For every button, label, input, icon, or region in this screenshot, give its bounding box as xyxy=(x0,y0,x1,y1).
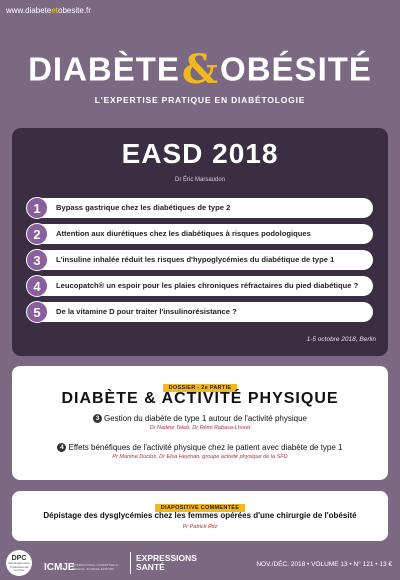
easd-panel xyxy=(12,128,388,356)
footer xyxy=(0,548,400,580)
publisher-logo: EXPRESSIONS SANTÉ xyxy=(136,553,197,572)
item-title: Bypass gastrique chez les diabétiques de type 2 xyxy=(56,203,231,212)
easd-date: 1-5 octobre 2018, Berlin xyxy=(306,336,376,343)
masthead xyxy=(0,46,400,93)
diapositive-author: Pr Patrick Ritz xyxy=(182,524,218,530)
easd-item[interactable] xyxy=(26,302,373,322)
masthead-word-diabete: DIABÈTE xyxy=(28,50,180,88)
dpc-logo: DPC Développement Professionnel Continu xyxy=(6,550,32,576)
footer-divider xyxy=(130,552,131,574)
article-authors: Dr Nadine Taleb, Dr Rémi Rabasa-Lhoret xyxy=(149,425,251,431)
issue-info: NOV./DÉC. 2018 • VOLUME 13 • N° 121 • 13 € xyxy=(256,561,392,568)
item-number-badge: 2 xyxy=(26,223,48,245)
item-title: Leucopatch® un espoir pour les plaies chroniques réfractaires du pied diabétique ? xyxy=(56,281,359,290)
easd-item[interactable] xyxy=(26,198,373,218)
tagline: L'EXPERTISE PRATIQUE EN DIABÉTOLOGIE xyxy=(94,95,306,105)
diapositive-title: Dépistage des dysglycémies chez les femmes opérées d'une chirurgie de l'obésité xyxy=(43,511,357,520)
dossier-tag: DOSSIER - 2e PARTIE xyxy=(163,384,238,392)
item-title: De la vitamine D pour traiter l'insulinorésistance ? xyxy=(56,307,237,316)
easd-item[interactable] xyxy=(26,224,373,244)
item-number-badge: 4 xyxy=(26,275,48,297)
item-title: L'insuline inhalée réduit les risques d'hypoglycémies du diabétique de type 1 xyxy=(56,255,335,264)
diapositive-panel[interactable] xyxy=(12,491,388,541)
item-number-badge: 3 xyxy=(26,249,48,271)
icmje-subtitle: INTERNATIONAL COMMITTEE of MEDICAL JOURNAL EDITORS xyxy=(72,563,118,571)
dossier-title: DIABÈTE & ACTIVITÉ PHYSIQUE xyxy=(61,390,339,407)
article-title: Gestion du diabète de type 1 autour de l'activité physique xyxy=(104,414,307,423)
easd-title: EASD 2018 xyxy=(121,138,279,169)
dossier-article[interactable] xyxy=(22,414,378,431)
easd-item[interactable] xyxy=(26,276,373,296)
easd-item[interactable] xyxy=(26,250,373,270)
dossier-article[interactable] xyxy=(22,443,378,460)
masthead-ampersand: & xyxy=(181,46,219,93)
icmje-logo: ICMJE xyxy=(44,562,75,573)
diapositive-tag: DIAPOSITIVE COMMENTÉE xyxy=(155,504,245,512)
article-authors: Pr Martine Duclos, Dr Elsa Heyman, groupe activité physique de la SFD xyxy=(112,454,288,460)
easd-item-list xyxy=(26,198,373,328)
article-number-badge: 3 xyxy=(93,414,102,423)
article-title: Effets bénéfiques de l'activité physique chez le patient avec diabète de type 1 xyxy=(68,443,343,452)
dossier-panel xyxy=(12,366,388,480)
item-number-badge: 5 xyxy=(26,301,48,323)
masthead-word-obesite: OBÉSITÉ xyxy=(220,50,372,88)
easd-author: Dr Éric Marsaudon xyxy=(174,177,225,183)
site-url[interactable]: www.diabeteetobesite.fr xyxy=(6,6,91,15)
item-title: Attention aux diurétiques chez les diabétiques à risques podologiques xyxy=(56,229,311,238)
article-number-badge: 4 xyxy=(57,443,66,452)
item-number-badge: 1 xyxy=(26,197,48,219)
